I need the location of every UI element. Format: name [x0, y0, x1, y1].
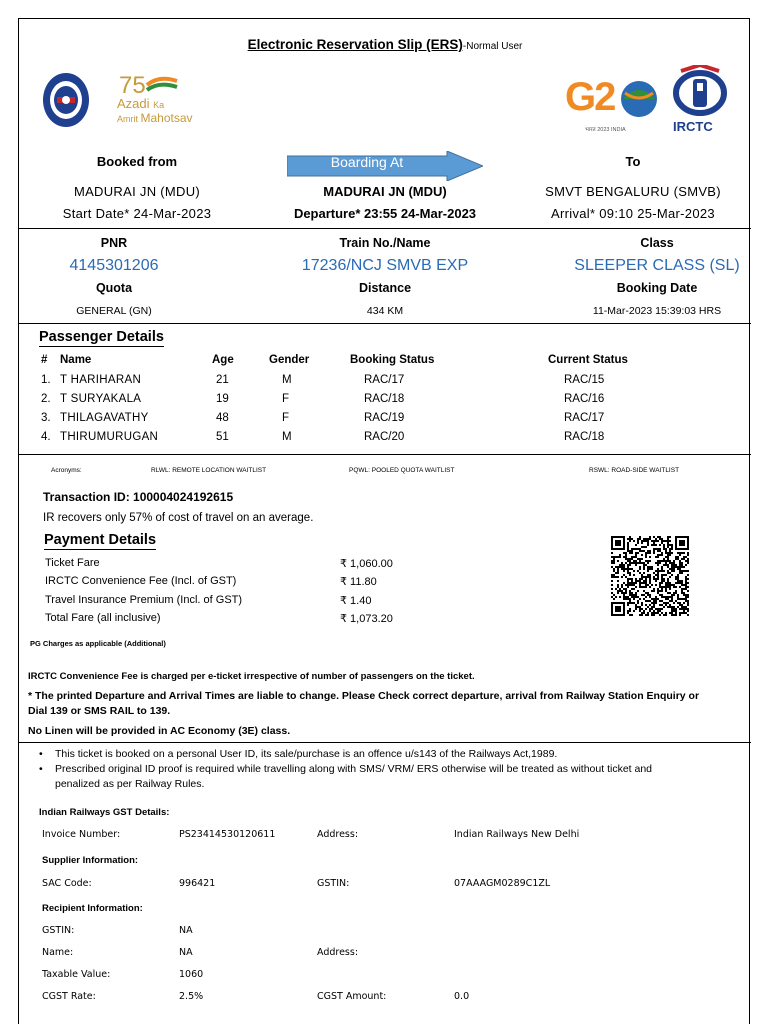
booking-date-value: 11-Mar-2023 15:39:03 HRS: [592, 305, 722, 317]
qr-code: [609, 534, 691, 618]
cgst-rate-value: 2.5%: [179, 991, 204, 1002]
train-value: 17236/NCJ SMVB EXP: [301, 257, 469, 274]
row-booking-status: RAC/19: [364, 412, 405, 424]
row-current-status: RAC/16: [564, 393, 605, 405]
invoice-label: Invoice Number:: [42, 829, 121, 840]
taxable-value: 1060: [179, 969, 204, 980]
azadi-ka-amrit-mahotsav-logo: [115, 71, 203, 131]
total-fare-value: ₹ 1,073.20: [340, 613, 393, 625]
acronyms-label: Acronyms:: [51, 467, 82, 474]
arrival-time: Arrival* 09:10 25-Mar-2023: [551, 206, 715, 221]
ticket-fare-value: ₹ 1,060.00: [340, 558, 393, 570]
pg-charges-note: PG Charges as applicable (Additional): [30, 639, 166, 648]
title-main: Electronic Reservation Slip (ERS): [247, 37, 463, 52]
departure-time: Departure* 23:55 24-Mar-2023: [293, 206, 477, 221]
start-date: Start Date* 24-Mar-2023: [62, 206, 212, 221]
row-gender: F: [282, 412, 290, 424]
pnr-value: 4145301206: [69, 257, 159, 274]
passenger-details-heading: Passenger Details: [39, 329, 164, 345]
row-booking-status: RAC/17: [364, 374, 405, 386]
cgst-amount-value: 0.0: [454, 991, 470, 1002]
invoice-value: PS23414530120611: [179, 829, 276, 840]
row-gender: M: [282, 431, 292, 443]
class-label: Class: [640, 236, 674, 250]
row-num: 1.: [41, 374, 51, 386]
id-proof-note-line1: Prescribed original ID proof is required while travelling along with SMS/ VRM/ ERS otherwise will be treated as without ticket and: [55, 763, 653, 775]
amrit-word: Amrit: [117, 114, 138, 124]
personal-id-note: This ticket is booked on a personal User ID, its sale/purchase is an offence u/s143 of the Railways Act,1989.: [55, 748, 558, 760]
title-suffix: -Normal User: [462, 41, 523, 52]
distance-value: 434 KM: [366, 305, 404, 317]
id-proof-note-line2: penalized as per Railway Rules.: [55, 778, 205, 790]
booking-date-label: Booking Date: [616, 281, 698, 295]
boarding-station: MADURAI JN (MDU): [323, 184, 447, 199]
col-num: #: [41, 354, 48, 366]
col-gender: Gender: [269, 354, 310, 366]
payment-details-heading: Payment Details: [44, 532, 157, 548]
azadi-word: Azadi: [117, 96, 150, 111]
row-age: 21: [216, 374, 229, 386]
acronym-rswl: RSWL: ROAD-SIDE WAITLIST: [589, 467, 680, 474]
row-name: T HARIHARAN: [60, 374, 142, 386]
gstin-label: GSTIN:: [317, 878, 350, 889]
irctc-logo: [667, 65, 733, 139]
distance-label: Distance: [358, 281, 412, 295]
class-value: SLEEPER CLASS (SL): [574, 257, 740, 274]
document-title: [19, 37, 751, 52]
cgst-amount-label: CGST Amount:: [317, 991, 387, 1002]
pnr-label: PNR: [100, 236, 128, 250]
divider-notes: [19, 742, 751, 743]
g20-logo: [565, 75, 661, 137]
bullet-icon: •: [39, 748, 43, 760]
timing-note-line2: Dial 139 or SMS RAIL to 139.: [28, 705, 171, 717]
row-current-status: RAC/15: [564, 374, 605, 386]
ticket-fare-label: Ticket Fare: [45, 557, 100, 569]
row-gender: F: [282, 393, 290, 405]
mahotsav-word: Mahotsav: [140, 111, 193, 125]
gstin-value: 07AAAGM0289C1ZL: [454, 878, 551, 889]
row-age: 48: [216, 412, 229, 424]
row-booking-status: RAC/18: [364, 393, 405, 405]
quota-label: Quota: [95, 281, 133, 295]
row-age: 51: [216, 431, 229, 443]
row-gender: M: [282, 374, 292, 386]
row-booking-status: RAC/20: [364, 431, 405, 443]
acronym-pqwl: PQWL: POOLED QUOTA WAITLIST: [349, 467, 455, 474]
recipient-address-label: Address:: [317, 947, 359, 958]
divider-ticket: [19, 323, 751, 324]
col-booking-status: Booking Status: [350, 354, 435, 366]
linen-note: No Linen will be provided in AC Economy (3E) class.: [28, 725, 291, 737]
supplier-heading: Supplier Information:: [42, 855, 139, 866]
row-current-status: RAC/17: [564, 412, 605, 424]
row-num: 4.: [41, 431, 51, 443]
acronym-rlwl: RLWL: REMOTE LOCATION WAITLIST: [151, 467, 267, 474]
g20-subtitle: भारत 2023 INDIA: [585, 127, 626, 133]
row-name: T SURYAKALA: [60, 393, 142, 405]
recipient-name-value: NA: [179, 947, 193, 958]
g20-globe-icon: [619, 79, 659, 119]
row-name: THILAGAVATHY: [60, 412, 149, 424]
quota-value: GENERAL (GN): [76, 305, 152, 317]
row-current-status: RAC/18: [564, 431, 605, 443]
sac-label: SAC Code:: [42, 878, 92, 889]
amrit-line: [117, 111, 193, 125]
convenience-note: IRCTC Convenience Fee is charged per e-ticket irrespective of number of passengers on the ticket.: [28, 671, 475, 682]
gst-heading: Indian Railways GST Details:: [39, 807, 170, 818]
sac-value: 996421: [179, 878, 216, 889]
to-station: SMVT BENGALURU (SMVB): [545, 184, 721, 199]
boarding-at-label: Boarding At: [330, 154, 404, 170]
col-age: Age: [212, 354, 234, 366]
booked-from-label: Booked from: [96, 154, 178, 169]
convenience-fee-value: ₹ 11.80: [340, 576, 377, 588]
divider-passengers: [19, 454, 751, 455]
col-current-status: Current Status: [548, 354, 628, 366]
insurance-value: ₹ 1.40: [340, 595, 372, 607]
irctc-emblem-icon: [673, 65, 727, 117]
ers-document: [18, 18, 750, 1024]
row-name: THIRUMURUGAN: [60, 431, 159, 443]
irctc-text: IRCTC: [673, 119, 713, 134]
col-name: Name: [60, 354, 92, 366]
divider-journey: [19, 228, 751, 229]
ir-recovery-note: IR recovers only 57% of cost of travel on an average.: [43, 512, 314, 524]
recipient-heading: Recipient Information:: [42, 903, 143, 914]
recipient-gstin-label: GSTIN:: [42, 925, 75, 936]
insurance-label: Travel Insurance Premium (Incl. of GST): [45, 594, 243, 606]
train-label: Train No./Name: [339, 236, 431, 250]
g20-text: G2: [565, 75, 615, 119]
recipient-gstin-value: NA: [179, 925, 193, 936]
indian-railways-logo: [41, 71, 91, 129]
ka-word: Ka: [153, 100, 165, 110]
convenience-fee-label: IRCTC Convenience Fee (Incl. of GST): [45, 575, 237, 587]
address-value: Indian Railways New Delhi: [454, 829, 580, 840]
total-fare-label: Total Fare (all inclusive): [45, 612, 161, 624]
svg-text:75: 75: [119, 72, 146, 97]
seventy-five-icon: [119, 71, 189, 97]
cgst-rate-label: CGST Rate:: [42, 991, 96, 1002]
timing-note-line1: * The printed Departure and Arrival Times are liable to change. Please Check correct departure, arrival from Railway Station Enquiry or: [28, 690, 700, 702]
transaction-id: Transaction ID: 100004024192615: [43, 490, 234, 504]
taxable-value-label: Taxable Value:: [42, 969, 111, 980]
row-num: 2.: [41, 393, 51, 405]
bullet-icon: •: [39, 763, 43, 775]
row-num: 3.: [41, 412, 51, 424]
azadi-line1: [117, 96, 164, 111]
from-station: MADURAI JN (MDU): [73, 184, 201, 199]
recipient-name-label: Name:: [42, 947, 74, 958]
row-age: 19: [216, 393, 229, 405]
to-label: To: [625, 154, 641, 169]
address-label: Address:: [317, 829, 359, 840]
